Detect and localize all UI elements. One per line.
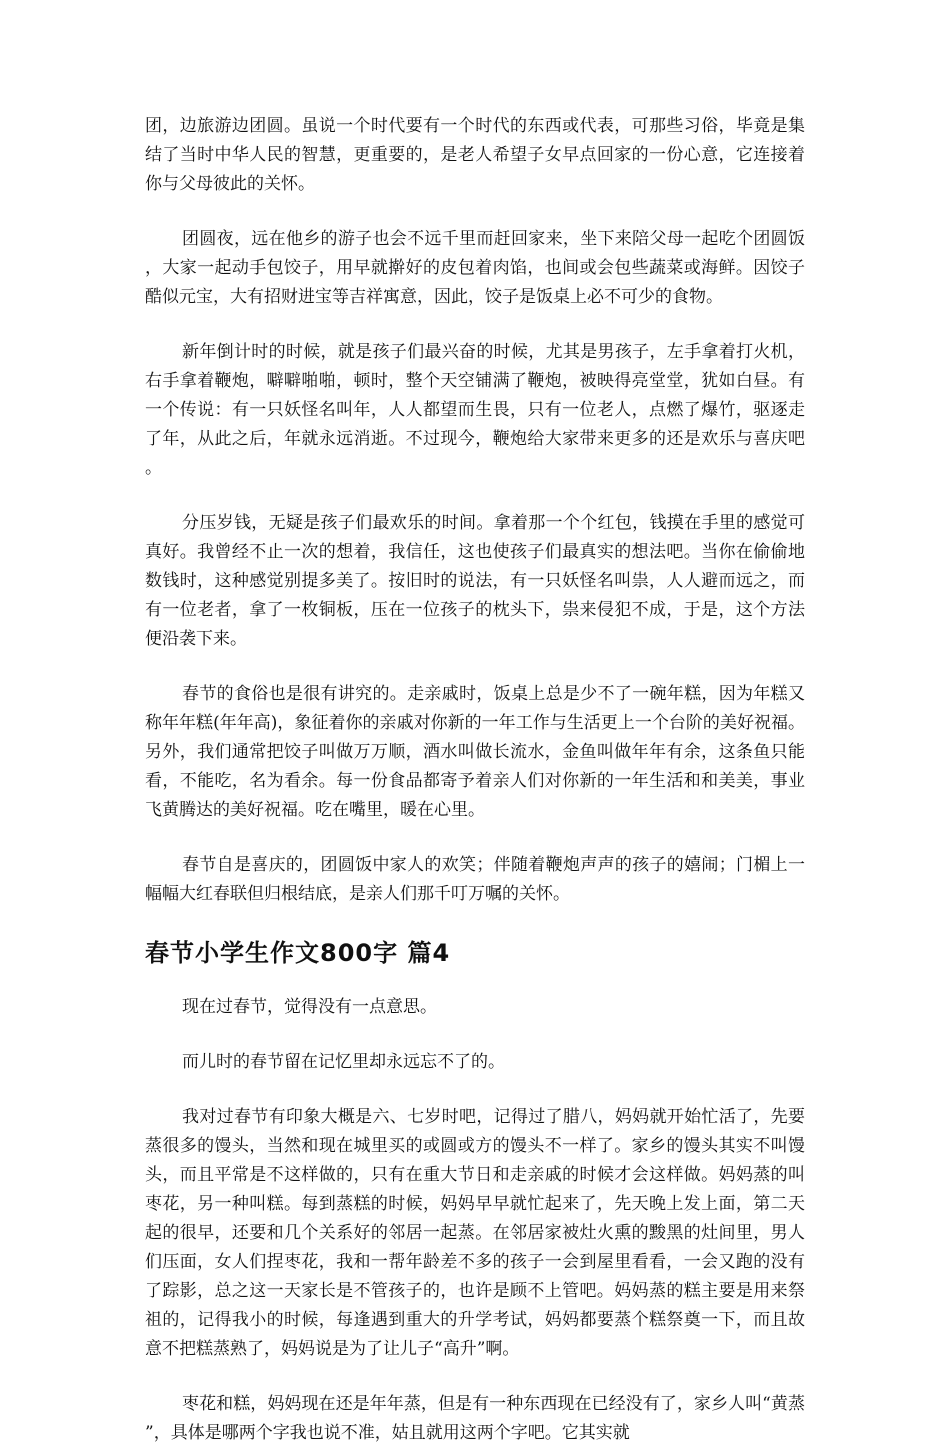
paragraph: 分压岁钱，无疑是孩子们最欢乐的时间。拿着那一个个红包，钱摸在手里的感觉可真好。我曾经不止一次的想着，我信任，这也使孩子们最真实的想法吧。当你在偷偷地数钱时，这种感觉别提多美了。按旧时的说法，有一只妖怪名叫祟，人人避而远之，而有一位老者，拿了一枚铜板，压在一位孩子的枕头下，祟来侵犯不成，于是，这个方法便沿袭下来。 xyxy=(145,513,805,649)
paragraph: 春节自是喜庆的，团圆饭中家人的欢笑；伴随着鞭炮声声的孩子的嬉闹；门楣上一幅幅大红春联但归根结底，是亲人们那千叮万嘱的关怀。 xyxy=(145,855,805,904)
paragraph: 现在过春节，觉得没有一点意思。 xyxy=(182,997,437,1017)
paragraph: 团圆夜，远在他乡的游子也会不远千里而赶回家来，坐下来陪父母一起吃个团圆饭，大家一起动手包饺子，用早就擀好的皮包着肉馅，也间或会包些蔬菜或海鲜。因饺子酷似元宝，大有招财进宝等吉祥寓意，因此，饺子是饭桌上必不可少的食物。 xyxy=(145,229,805,307)
paragraph: 新年倒计时的时候，就是孩子们最兴奋的时候，尤其是男孩子，左手拿着打火机，右手拿着鞭炮，噼噼啪啪，顿时，整个天空铺满了鞭炮，被映得亮堂堂，犹如白昼。有一个传说：有一只妖怪名叫年，人人都望而生畏，只有一位老人，点燃了爆竹，驱逐走了年，从此之后，年就永远消逝。不过现今，鞭炮给大家带来更多的还是欢乐与喜庆吧。 xyxy=(145,342,805,478)
paragraph: 我对过春节有印象大概是六、七岁时吧，记得过了腊八，妈妈就开始忙活了，先要蒸很多的馒头，当然和现在城里买的或圆或方的馒头不一样了。家乡的馒头其实不叫馒头，而且平常是不这样做的，只有在重大节日和走亲戚的时候才会这样做。妈妈蒸的叫枣花，另一种叫糕。每到蒸糕的时候，妈妈早早就忙起来了，先天晚上发上面，第二天起的很早，还要和几个关系好的邻居一起蒸。在邻居家被灶火熏的黢黑的灶间里，男人们压面，女人们捏枣花，我和一帮年龄差不多的孩子一会到屋里看看，一会又跑的没有了踪影，总之这一天家长是不管孩子的，也许是顾不上管吧。妈妈蒸的糕主要是用来祭祖的，记得我小的时候，每逢遇到重大的升学考试，妈妈都要蒸个糕祭奠一下，而且故意不把糕蒸熟了，妈妈说是为了让儿子“高升”啊。 xyxy=(145,1107,805,1359)
document-page xyxy=(145,112,805,1448)
paragraph: 枣花和糕，妈妈现在还是年年蒸，但是有一种东西现在已经没有了，家乡人叫“黄蒸”，具体是哪两个字我也说不准，姑且就用这两个字吧。它其实就 xyxy=(145,1394,805,1443)
paragraph: 春节的食俗也是很有讲究的。走亲戚时，饭桌上总是少不了一碗年糕，因为年糕又称年年糕(年年高)，象征着你的亲戚对你新的一年工作与生活更上一个台阶的美好祝福。另外，我们通常把饺子叫做万万顺，酒水叫做长流水，金鱼叫做年年有余，这条鱼只能看，不能吃，名为看余。每一份食品都寄予着亲人们对你新的一年生活和和美美，事业飞黄腾达的美好祝福。吃在嘴里，暖在心里。 xyxy=(145,684,805,820)
paragraph-continued: 团，边旅游边团圆。虽说一个时代要有一个时代的东西或代表，可那些习俗，毕竟是集结了当时中华人民的智慧，更重要的，是老人希望子女早点回家的一份心意，它连接着你与父母彼此的关怀。 xyxy=(145,116,805,194)
paragraph: 而儿时的春节留在记忆里却永远忘不了的。 xyxy=(182,1052,505,1072)
section-heading: 春节小学生作文800字 篇4 xyxy=(145,939,451,967)
